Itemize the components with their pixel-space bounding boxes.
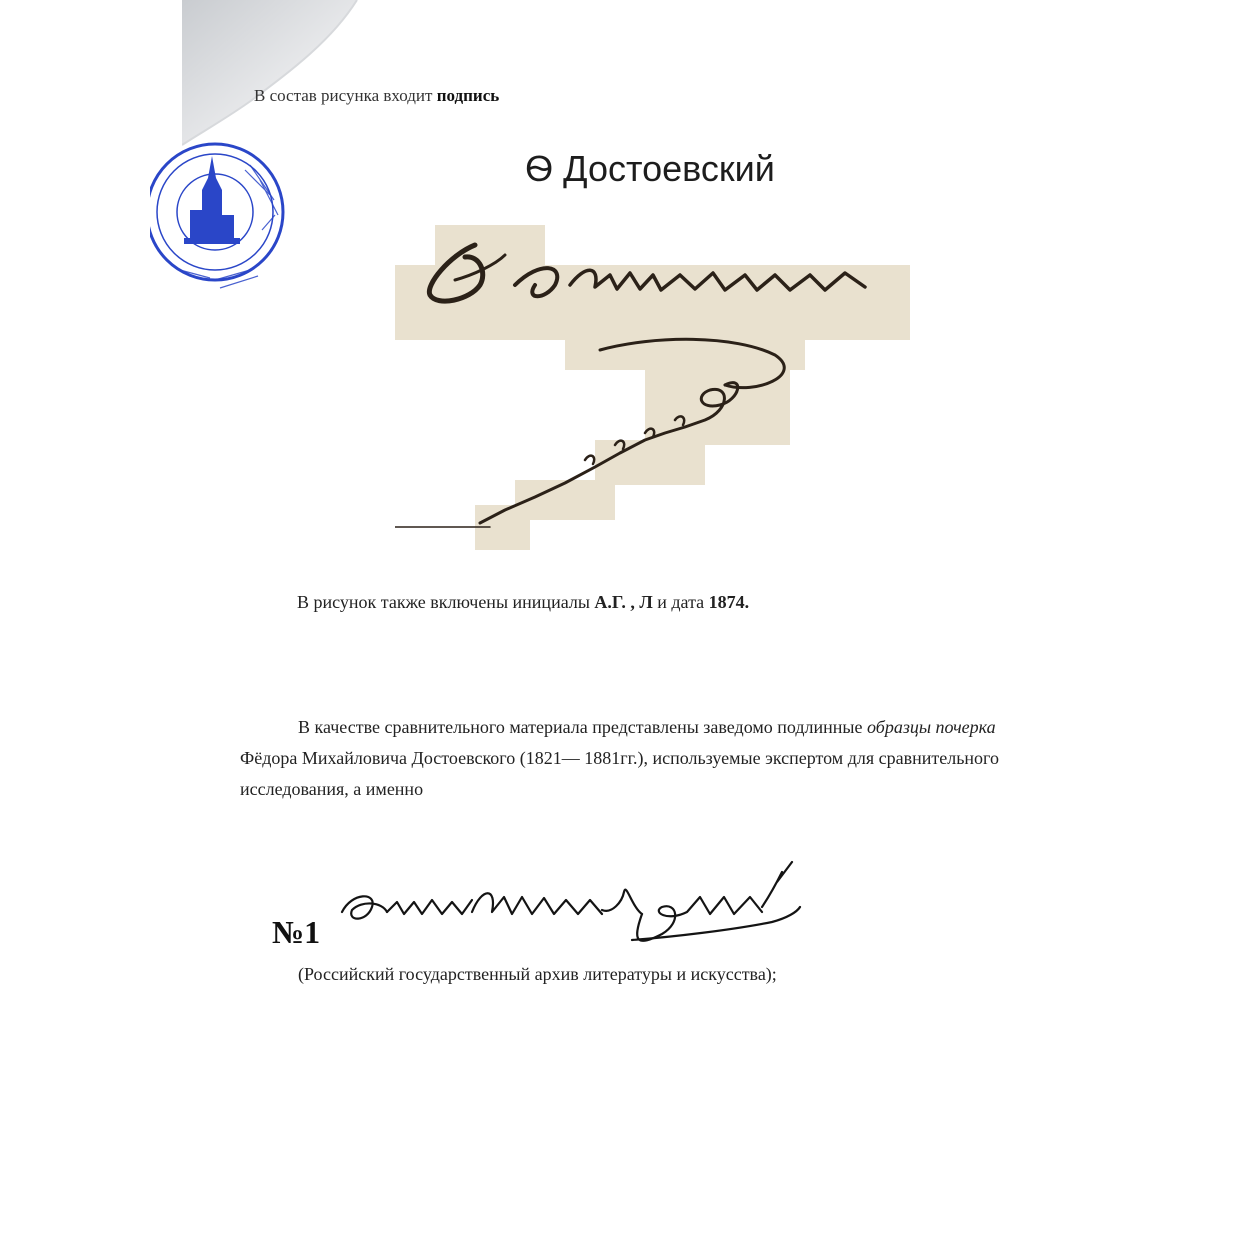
comparison-paragraph (240, 712, 1030, 805)
initials-line (297, 592, 749, 613)
signature-image (395, 205, 915, 555)
date-bold: 1874. (708, 592, 750, 612)
archive-source: (Российский государственный архив литературы и искусства); (298, 964, 777, 984)
initials-bold: А.Г. , Л (594, 592, 653, 612)
comparison-text-1: В качестве сравнительного материала представлены заведомо подлинные (298, 717, 867, 737)
intro-bold: подпись (436, 86, 500, 105)
sample-signature-image (332, 852, 802, 947)
intro-line (254, 86, 499, 106)
official-seal (150, 120, 300, 300)
initials-text-2: и дата (652, 592, 709, 612)
initials-text-1: В рисунок также включены инициалы (297, 592, 595, 612)
intro-text: В состав рисунка входит (254, 86, 437, 105)
comparison-text-2: Фёдора Михайловича Достоевского (1821— 1881гг.), используемые экспертом для сравнительного исследования, а именно (240, 748, 999, 799)
comparison-italic: образцы почерка (867, 717, 996, 737)
sample-number: №1 (272, 914, 321, 950)
page-title: Ѳ Достоевский (525, 148, 775, 189)
